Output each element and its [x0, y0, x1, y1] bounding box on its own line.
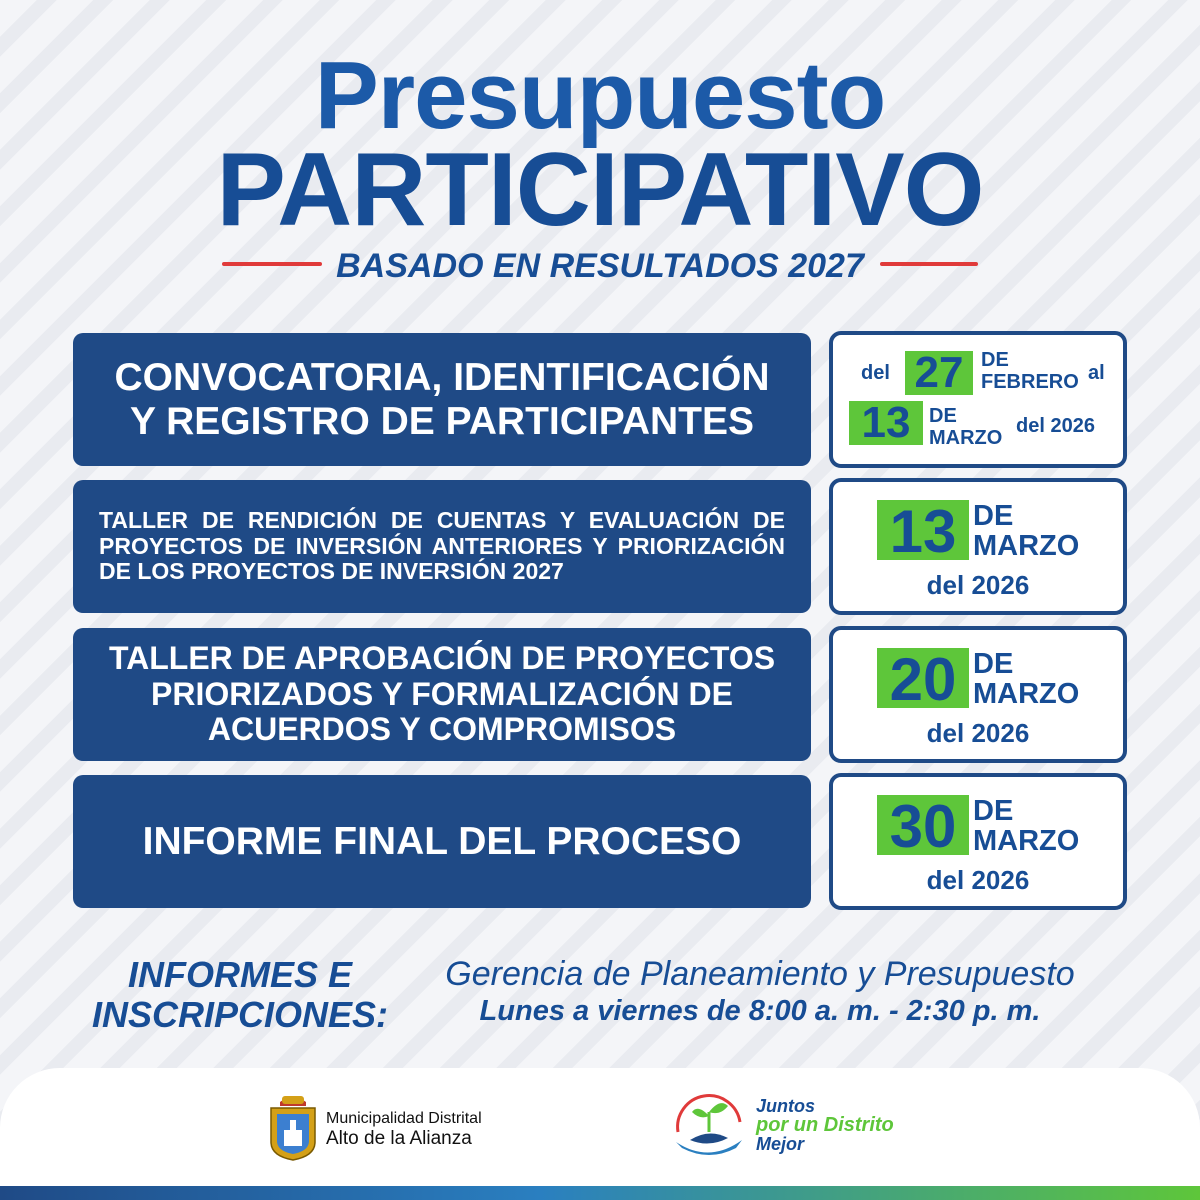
activity-taller-rendicion	[73, 480, 811, 613]
date-day: 20	[877, 648, 969, 708]
activity-label: INFORME FINAL DEL PROCESO	[142, 819, 742, 863]
activity-informe-final	[73, 775, 811, 908]
muni-name-line-2: Alto de la Alianza	[326, 1128, 472, 1149]
muni-name-line-1: Municipalidad Distrital	[326, 1110, 482, 1127]
footer-panel	[0, 1068, 1200, 1200]
date-month: MARZO	[973, 530, 1080, 562]
date-day-start: 27	[905, 351, 973, 395]
date-de-label: DE	[929, 405, 957, 427]
activity-label: TALLER DE APROBACIÓN DE PROYECTOS PRIORIZADOS Y FORMALIZACIÓN DE ACUERDOS Y COMPROMISOS	[108, 639, 776, 748]
motto-line-2: por un Distrito	[756, 1114, 894, 1136]
date-month-start: FEBRERO	[981, 371, 1079, 393]
date-year: del 2026	[926, 718, 1030, 748]
activity-label: TALLER DE RENDICIÓN DE CUENTAS Y EVALUACIÓN DE PROYECTOS DE INVERSIÓN ANTERIORES Y PRIORIZACIÓN DE LOS PROYECTOS DE INVERSIÓN 2027	[99, 506, 785, 585]
municipal-shield-icon	[268, 1092, 318, 1162]
info-label	[90, 955, 390, 1034]
date-year: del 2026	[1016, 415, 1095, 437]
info-hours: Lunes a viernes de 8:00 a. m. - 2:30 p. m.	[479, 995, 1041, 1027]
date-month-end: MARZO	[929, 427, 1003, 449]
sprout-hands-icon	[670, 1092, 748, 1164]
date-box-taller-aprobacion	[829, 626, 1127, 763]
date-box-convocatoria	[829, 331, 1127, 468]
activity-taller-aprobacion	[73, 628, 811, 761]
date-de-label: DE	[973, 500, 1014, 532]
date-del-label: del	[861, 362, 890, 384]
date-de-label: DE	[973, 795, 1014, 827]
date-box-taller-rendicion	[829, 478, 1127, 615]
date-month: MARZO	[973, 825, 1080, 857]
date-day-end: 13	[849, 401, 923, 445]
activity-label: CONVOCATORIA, IDENTIFICACIÓN Y REGISTRO DE PARTICIPANTES	[114, 355, 770, 443]
date-year: del 2026	[926, 570, 1030, 600]
date-month: MARZO	[973, 678, 1080, 710]
motto-line-1: Juntos	[756, 1096, 816, 1116]
date-de-label: DE	[973, 648, 1014, 680]
info-label-line-2: INSCRIPCIONES:	[91, 993, 389, 1035]
activity-convocatoria	[73, 333, 811, 466]
motto-line-3: Mejor	[756, 1134, 805, 1154]
footer-color-bar	[0, 1186, 1200, 1200]
info-label-line-1: INFORMES E	[127, 954, 352, 995]
date-box-informe-final	[829, 773, 1127, 910]
date-day: 30	[877, 795, 969, 855]
date-de-label: DE	[981, 349, 1009, 371]
subtitle: BASADO EN RESULTADOS 2027	[336, 247, 864, 285]
date-al-label: al	[1088, 362, 1105, 384]
title-line-2: PARTICIPATIVO	[216, 132, 984, 248]
title-line-1: Presupuesto	[314, 42, 886, 149]
date-year: del 2026	[926, 865, 1030, 895]
info-office: Gerencia de Planeamiento y Presupuesto	[445, 955, 1075, 993]
date-day: 13	[877, 500, 969, 560]
